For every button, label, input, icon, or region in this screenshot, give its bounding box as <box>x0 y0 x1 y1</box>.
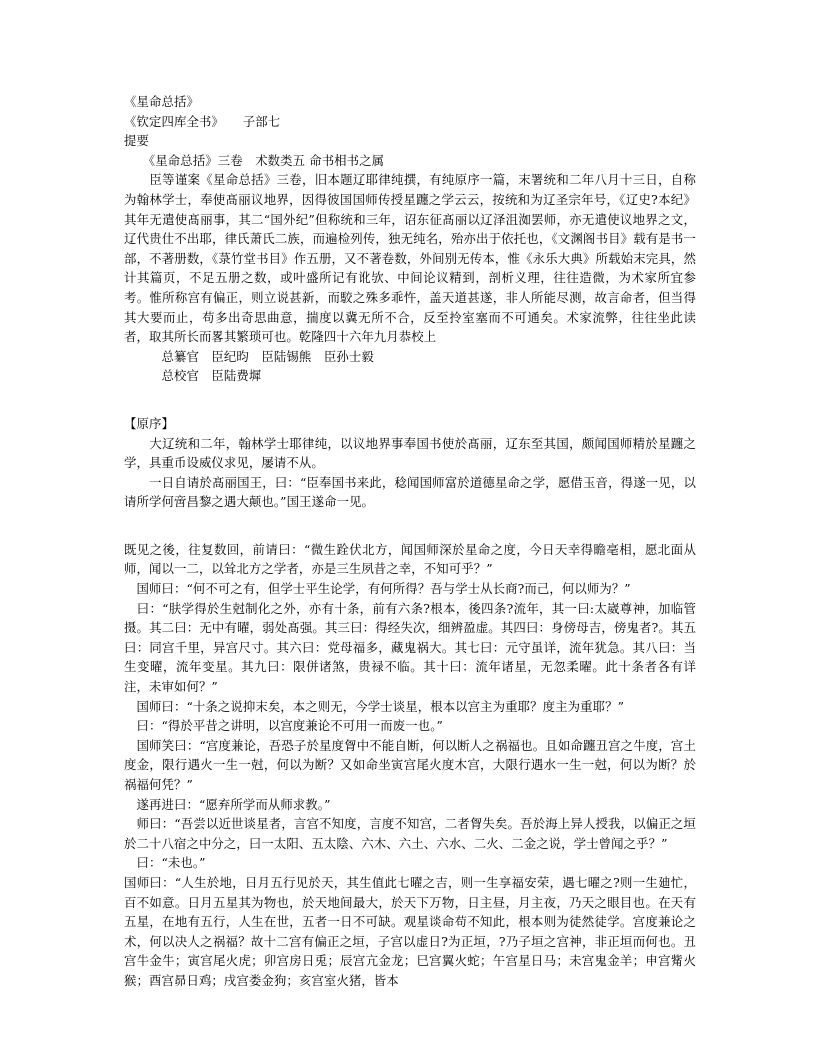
dialogue-paragraph-4: 国师曰：“十条之说抑末矣，本之则无，今学士谈星，根本以宫主为重耶？度主为重耶？” <box>124 698 625 714</box>
dialogue-paragraph-9: 曰：“未也。” <box>124 855 206 871</box>
preface-paragraph-1: 大辽统和二年，翰林学士耶律纯，以议地界事奉国书使於髙丽，辽东至其国，颇闻国师精於星躔之学，具重币设威仪求见，屡请不从。 <box>124 435 696 471</box>
collection-line: 《钦定四库全书》 子部七 <box>124 113 281 129</box>
document-body <box>124 92 696 991</box>
dialogue-paragraph-2: 国师曰：“何不可之有，但学士平生论学，有何所得？吾与学士从长商?而己，何以师为？” <box>124 581 631 597</box>
preface-paragraph-2: 一日自请於髙丽国王，曰：“臣奉国书来此，稔闻国师富於道德星命之学，愿借玉音，得遂一见，以请所学何啻昌黎之遇大颠也。”国王遂命一见。 <box>124 474 696 510</box>
abstract-paragraph: 臣等谨案《星命总括》三卷，旧本题辽耶律纯撰，有纯原序一篇，末署统和二年八月十三日，自称为翰林学士，奉使髙丽议地界，因得彼国国师传授星躔之学云云，按统和为辽圣宗年号，《辽史?本纪》其年无遣使髙丽事，其二“国外纪”但称统和三年，诏东征髙丽以辽泽沮洳罢师，亦无遣使议地界之文，辽代贵仕不出耶，律氏萧氏二族，而遍检列传，独无纯名，殆亦出于依托也，《文渊阁书目》载有是书一部，不著册数，《菉竹堂书目》作五册，又不著卷数，外间别无传本，惟《永乐大典》所载始末完具，然计其篇页，不足五册之数，或叶盛所记有讹欤、中间论议精到，剖析义理，往往造微，为术家所宜参考。惟所称宫有偏正，则立说甚新，而駮之殊多乖忤，盖天道甚遂，非人所能尽测，故言命者，但当得其大要而止，苟多出奇思曲意，揣度以冀无所不合，反至拎室塞而不可通矣。术家流弊，往往坐此读者，取其所长而畧其繁琐可也。乾隆四十六年九月恭校上 <box>124 172 696 345</box>
preface-heading: 【原序】 <box>124 415 174 431</box>
spacer <box>124 386 696 414</box>
spacer <box>124 512 696 540</box>
dialogue-paragraph-7: 遂再进曰：“愿弃所学而从师求教。” <box>124 796 331 812</box>
dialogue-paragraph-3: 曰：“肤学得於生尅制化之外，亦有十条，前有六条?根本，後四条?流年，其一曰:太崴尊神，加临管摄。其二曰：无中有曜，弱处髙强。其三曰：得经失次，细辨盈虚。其四曰：身傍母吉，傍鬼者?。其五曰：同宫千里，异宫尺寸。其六曰：党母福多，藏鬼祸大。其七曰：元守虽详，流年犹急。其八曰：当生变曜，流年变星。其九曰：限併诸煞，贵禄不临。其十曰：流年诸星，无忽柔曜。此十条者各有详注，未审如何？” <box>124 600 696 695</box>
compiler-officials-line: 总纂官 臣纪昀 臣陆锡熊 臣孙士毅 <box>124 348 374 364</box>
dialogue-paragraph-1: 既见之後，往复数回，前请曰：“微生跧伏北方，闻国师深於星命之度，今日天幸得瞻亳相，愿北面从师，闻以一二，以耸北方之学者，亦是三生夙昔之幸，不知可乎？” <box>124 541 696 577</box>
dialogue-paragraph-5: 曰：“得於平昔之讲明，以宫度兼论不可用一而废一也。” <box>124 718 443 734</box>
dialogue-paragraph-6: 国师笑曰：“宫度兼论，吾恐子於星度胷中不能自断，何以断人之祸福也。且如命躔丑宫之牛度，宫土度金，限行遇火一生一尅，何以为断？又如命坐寅宫尾火度木宫，大限行遇水一生一尅，何以为断？於祸福何凭？” <box>124 737 696 792</box>
catalog-line: 《星命总括》三卷 术数类五 命书相书之属 <box>124 152 385 168</box>
document-title: 《星命总括》 <box>124 94 199 109</box>
dialogue-paragraph-10: 国师曰：“人生於地，日月五行见於天，其生值此七曜之吉，则一生享福安荣，遇七曜之?则一生廸忙，百不如意。日月五星其为物也，於天地间最大，於天下万物，日主昼，月主夜，乃天之眼目也。在天有五星，在地有五行，人生在世，五者一日不可缺。观星谈命苟不知此，根本则为徒然徒学。宫度兼论之术，何以决人之祸福？故十二宫有偏正之垣，子宫以虚日?为正垣，?乃子垣之宫神，非正垣而何也。丑宫牛金牛；寅宫尾火虎；卯宫房日兎；辰宫亢金龙；巳宫翼火蛇；午宫星日马；未宫鬼金羊；申宫觜火猴；酉宫昴日鸡；戌宫娄金狗；亥宫室火猪，皆本 <box>124 874 696 988</box>
section-label: 提要 <box>124 133 149 149</box>
chief-proofreader-line: 总校官 臣陆费墀 <box>124 368 262 384</box>
dialogue-paragraph-8: 师曰：“吾尝以近世谈星者，言宫不知度，言度不知宫，二者胷失矣。吾於海上异人授我，以偏正之垣於二十八宿之中分之，曰一太阳、五太陰、六木、六土、六水、二火、二金之说，学士曾闻之乎？” <box>124 816 696 851</box>
